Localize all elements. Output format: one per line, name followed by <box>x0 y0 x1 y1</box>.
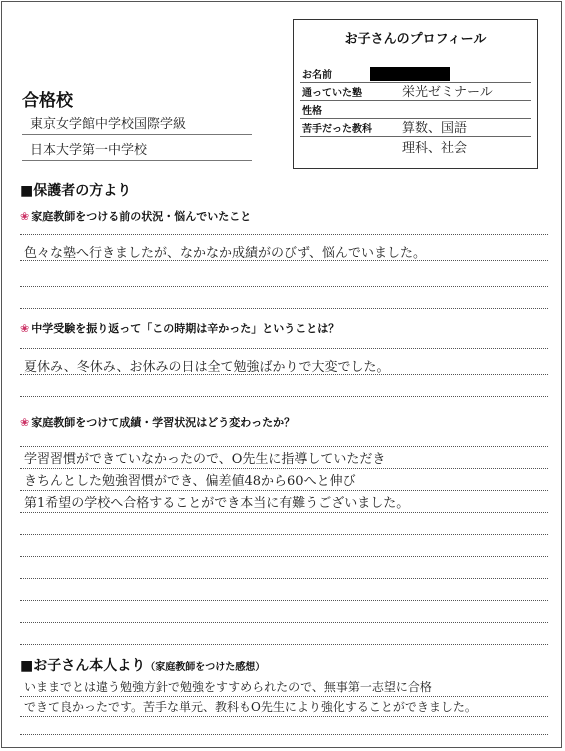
profile-row-juku <box>300 84 531 101</box>
school-name: 東京女学館中学校国際学級 <box>30 117 187 132</box>
flower-icon: ❀ <box>20 322 30 335</box>
profile-value: 栄光ゼミナール <box>402 85 493 100</box>
profile-row-weak-subjects-2 <box>300 140 531 156</box>
rule-line <box>20 468 548 469</box>
answer-3-line: 第1希望の学校へ合格することができ本当に有難うございました。 <box>24 496 410 511</box>
rule-line <box>20 446 548 447</box>
rule-line <box>20 734 548 735</box>
rule-line <box>20 644 548 645</box>
answer-1-line: 色々な塾へ行きましたが、なかなか成績がのびず、悩んでいました。 <box>24 246 426 261</box>
rule-line <box>20 286 548 287</box>
profile-label: 通っていた塾 <box>302 88 362 99</box>
child-section-title: ■お子さん本人より（家庭教師をつけた感想） <box>20 658 266 674</box>
rule-line <box>20 556 548 557</box>
rule-line <box>20 696 548 697</box>
flower-icon: ❀ <box>20 210 30 223</box>
rule-line <box>20 396 548 397</box>
profile-label: お名前 <box>302 70 332 81</box>
question-3: ❀ 家庭教師をつけて成績・学習状況はどう変わったか？ <box>20 416 296 429</box>
question-2: ❀ 中学受験を振り返って「この時期は辛かった」ということは？ <box>20 322 340 335</box>
school-line <box>22 112 252 135</box>
flower-icon: ❀ <box>20 416 30 429</box>
rule-line <box>20 234 548 235</box>
rule-line <box>20 716 548 717</box>
rule-line <box>20 622 548 623</box>
rule-line <box>20 374 548 375</box>
profile-title: お子さんのプロフィール <box>344 32 487 47</box>
parent-section-title: ■保護者の方より <box>20 183 132 199</box>
answer-2-line: 夏休み、冬休み、お休みの日は全て勉強ばかりで大変でした。 <box>24 360 390 375</box>
child-text-line: いままでとは違う勉強方針で勉強をすすめられたので、無事第一志望に合格 <box>24 680 432 694</box>
redacted-name-bar <box>370 67 450 81</box>
school-line <box>22 138 252 161</box>
child-text-line: できて良かったです。苦手な単元、教科もO先生により強化することができました。 <box>24 700 477 714</box>
rule-line <box>20 600 548 601</box>
school-name: 日本大学第一中学校 <box>30 143 148 158</box>
rule-line <box>20 260 548 261</box>
profile-value: 理科、社会 <box>402 141 468 156</box>
profile-row-weak-subjects <box>300 120 531 137</box>
child-section-note: （家庭教師をつけた感想） <box>145 662 266 673</box>
profile-value: 算数、国語 <box>402 121 468 136</box>
rule-line <box>20 512 548 513</box>
rule-line <box>20 534 548 535</box>
rule-line <box>20 308 548 309</box>
passed-school-heading: 合格校 <box>22 91 73 111</box>
rule-line <box>20 348 548 349</box>
question-1: ❀ 家庭教師をつける前の状況・悩んでいたこと <box>20 210 252 223</box>
answer-3-line: 学習習慣ができていなかったので、O先生に指導していただき <box>24 452 386 467</box>
rule-line <box>20 578 548 579</box>
profile-label: 苦手だった教科 <box>302 124 372 135</box>
profile-box <box>293 19 538 169</box>
profile-label: 性格 <box>302 106 322 117</box>
answer-3-line: きちんとした勉強習慣ができ、偏差値48から60へと伸び <box>24 474 356 489</box>
rule-line <box>20 490 548 491</box>
